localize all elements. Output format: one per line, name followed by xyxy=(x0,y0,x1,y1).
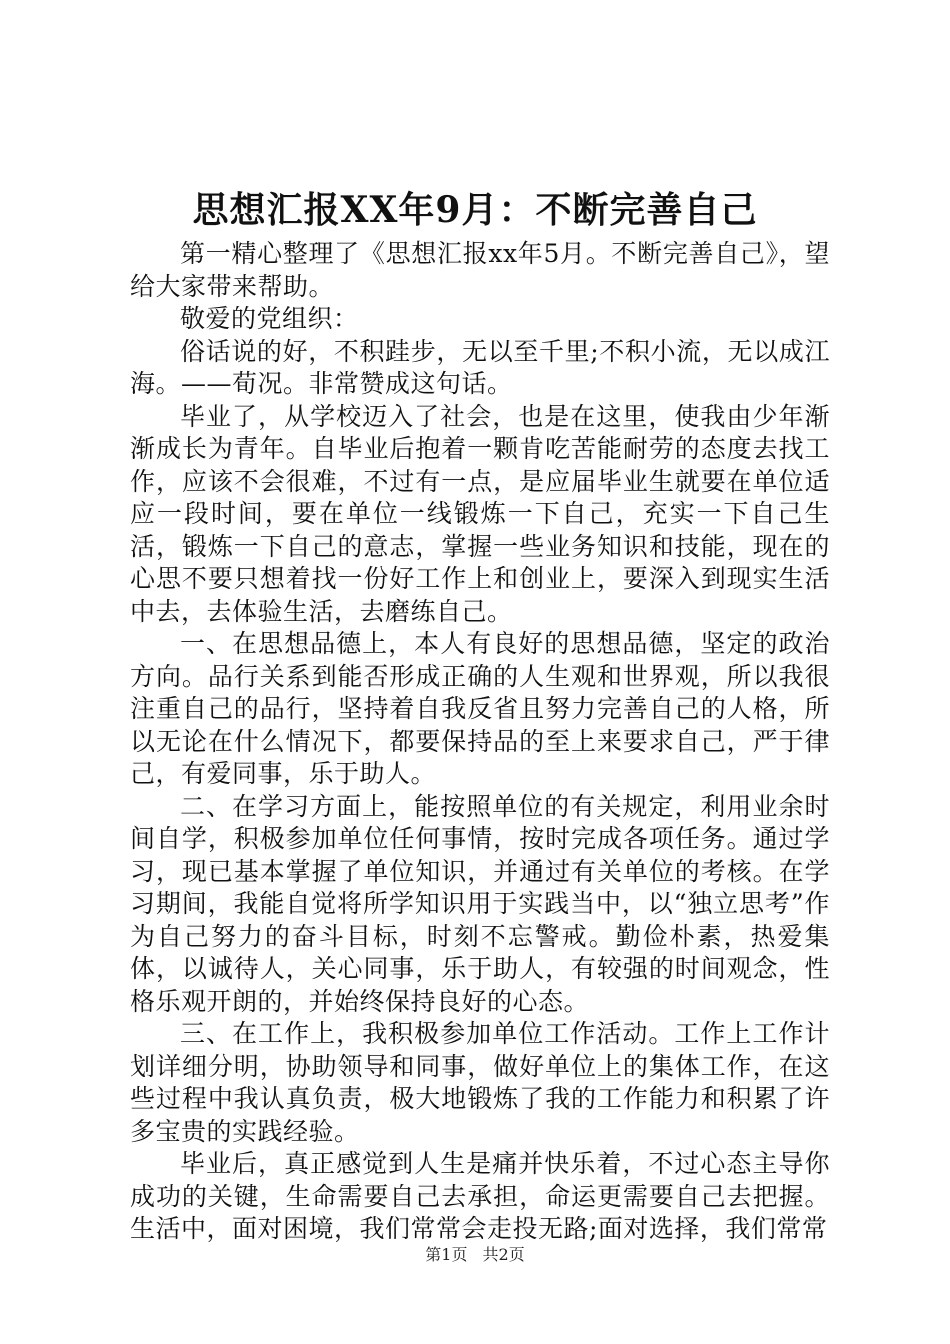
paragraph: 二、在学习方面上，能按照单位的有关规定，利用业余时间自学，积极参加单位任何事情，按时完成各项任务。通过学习，现已基本掌握了单位知识，并通过有关单位的考核。在学习期间，我能自觉将所学知识用于实践当中，以“独立思考”作为自己努力的奋斗目标，时刻不忘警戒。勤俭朴素，热爱集体，以诚待人，关心同事，乐于助人，有较强的时间观念，性格乐观开朗的，并始终保持良好的心态。 xyxy=(130,791,830,1016)
page-total: 共2页 xyxy=(482,1245,525,1264)
page-footer xyxy=(0,1244,950,1266)
paragraph: 俗话说的好，不积跬步，无以至千里;不积小流，无以成江海。——荀况。非常赞成这句话。 xyxy=(130,336,830,398)
paragraph: 毕业了，从学校迈入了社会，也是在这里，使我由少年渐渐成长为青年。自毕业后抱着一颗肯吃苦能耐劳的态度去找工作，应该不会很难，不过有一点，是应届毕业生就要在单位适应一段时间，要在单位一线锻炼一下自己，充实一下自己生活，锻炼一下自己的意志，掌握一些业务知识和技能，现在的心思不要只想着找一份好工作上和创业上，要深入到现实生活中去，去体验生活，去磨练自己。 xyxy=(130,401,830,626)
paragraph: 一、在思想品德上，本人有良好的思想品德，坚定的政治方向。品行关系到能否形成正确的人生观和世界观，所以我很注重自己的品行，坚持着自我反省且努力完善自己的人格，所以无论在什么情况下，都要保持品的至上来要求自己，严于律己，有爱同事，乐于助人。 xyxy=(130,629,830,788)
page-number: 第1页 xyxy=(425,1245,468,1264)
paragraph: 三、在工作上，我积极参加单位工作活动。工作上工作计划详细分明，协助领导和同事，做好单位上的集体工作，在这些过程中我认真负责，极大地锻炼了我的工作能力和积累了许多宝贵的实践经验。 xyxy=(130,1019,830,1146)
document-body xyxy=(130,238,830,1246)
paragraph: 敬爱的党组织： xyxy=(180,304,359,333)
paragraph: 毕业后，真正感觉到人生是痛并快乐着，不过心态主导你成功的关键，生命需要自己去承担，命运更需要自己去把握。生活中，面对困境，我们常常会走投无路;面对选择，我们常常 xyxy=(130,1149,830,1243)
document-title: 思想汇报XX年9月：不断完善自己 xyxy=(192,189,758,231)
paragraph: 第一精心整理了《思想汇报xx年5月。不断完善自己》，望给大家带来帮助。 xyxy=(130,239,830,301)
